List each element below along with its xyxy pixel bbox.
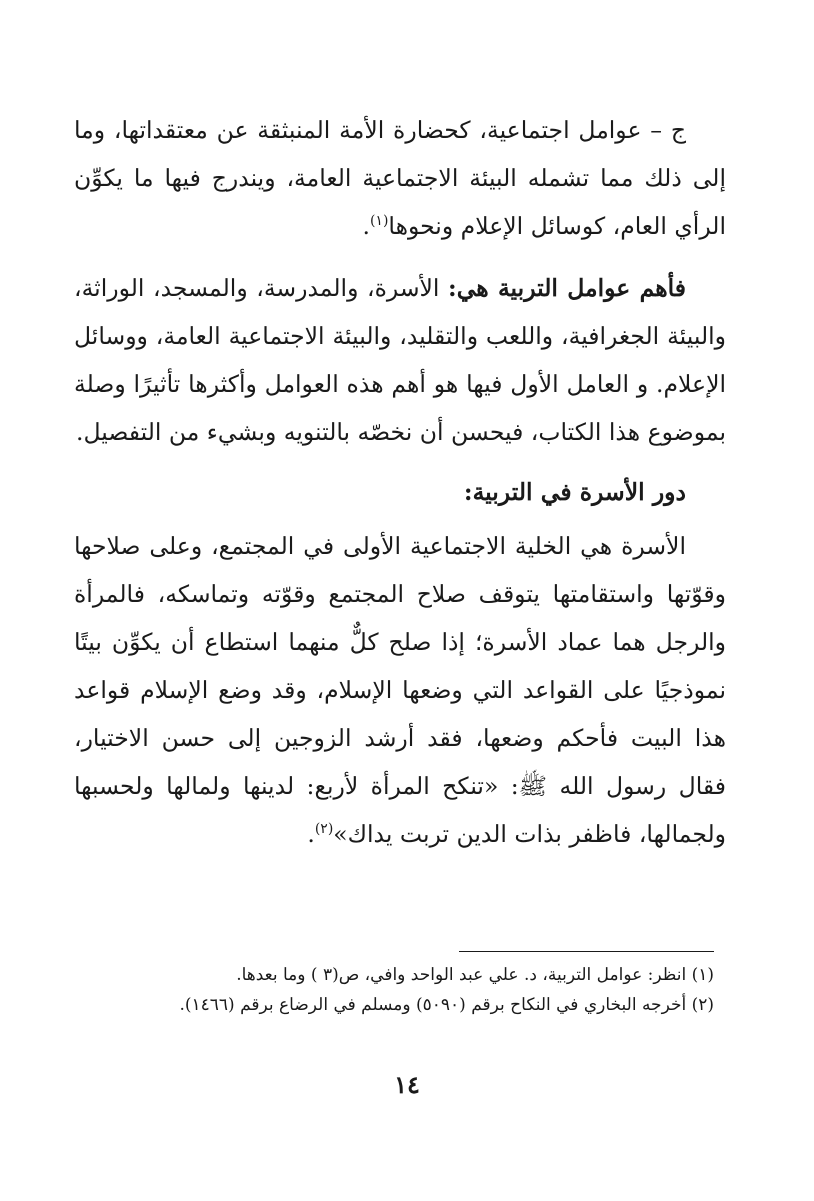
paragraph-main-factors [74, 264, 726, 456]
paragraph-family [74, 522, 726, 858]
page-number: ١٤ [394, 1070, 420, 1099]
footnotes [94, 960, 714, 1020]
paragraph-end: . [362, 212, 370, 240]
footnote-1: (١) انظر: عوامل التربية، د. علي عبد الواحد وافي، ص(٣ ) وما بعدها. [236, 965, 714, 985]
footnote-ref-2[interactable]: (٢) [314, 821, 334, 838]
paragraph-text: ج – عوامل اجتماعية، كحضارة الأمة المنبثقة عن معتقداتها، وما إلى ذلك مما تشمله البيئة الاجتماعية العامة، ويندرج فيها ما يكوِّن الرأي العام، كوسائل الإعلام ونحوها [74, 116, 726, 240]
footnote-ref-1[interactable]: (١) [369, 213, 389, 230]
paragraph-text: الأسرة، والمدرسة، والمسجد، الوراثة، والبيئة الجغرافية، واللعب والتقليد، والبيئة الاجتماعية العامة، ووسائل الإعلام. و العامل الأول فيها هو أهم هذه العوامل وأكثرها تأثيرًا وصلة بموضوع هذا الكتاب، فيحسن أن نخصّه بالتنويه وبشيء من التفصيل. [74, 274, 726, 446]
paragraph-lead: فأهم عوامل التربية هي: [448, 274, 686, 302]
footnote-divider [459, 951, 714, 952]
paragraph-end: . [307, 820, 315, 848]
body-text [74, 106, 726, 858]
paragraph-text: الأسرة هي الخلية الاجتماعية الأولى في المجتمع، وعلى صلاحها وقوّتها واستقامتها يتوقف صلاح المجتمع وقوّته وتماسكه، فالمرأة والرجل هما عماد الأسرة؛ إذا صلح كلٌّ منهما استطاع أن يكوِّن بيتًا نموذجيًا على القواعد التي وضعها الإسلام، وقد وضع الإسلام قواعد هذا البيت فأحكم وضعها، فقد أرشد الزوجين إلى حسن الاختيار، فقال رسول الله ﷺ: «تنكح المرأة لأربع: لدينها ولمالها ولحسبها ولجمالها، فاظفر بذات الدين تربت يداك» [74, 532, 726, 848]
paragraph-social-factors [74, 106, 726, 250]
footnote-2: (٢) أخرجه البخاري في النكاح برقم (٥٠٩٠) ومسلم في الرضاع برقم (١٤٦٦). [179, 995, 714, 1015]
section-heading: دور الأسرة في التربية: [463, 478, 686, 506]
